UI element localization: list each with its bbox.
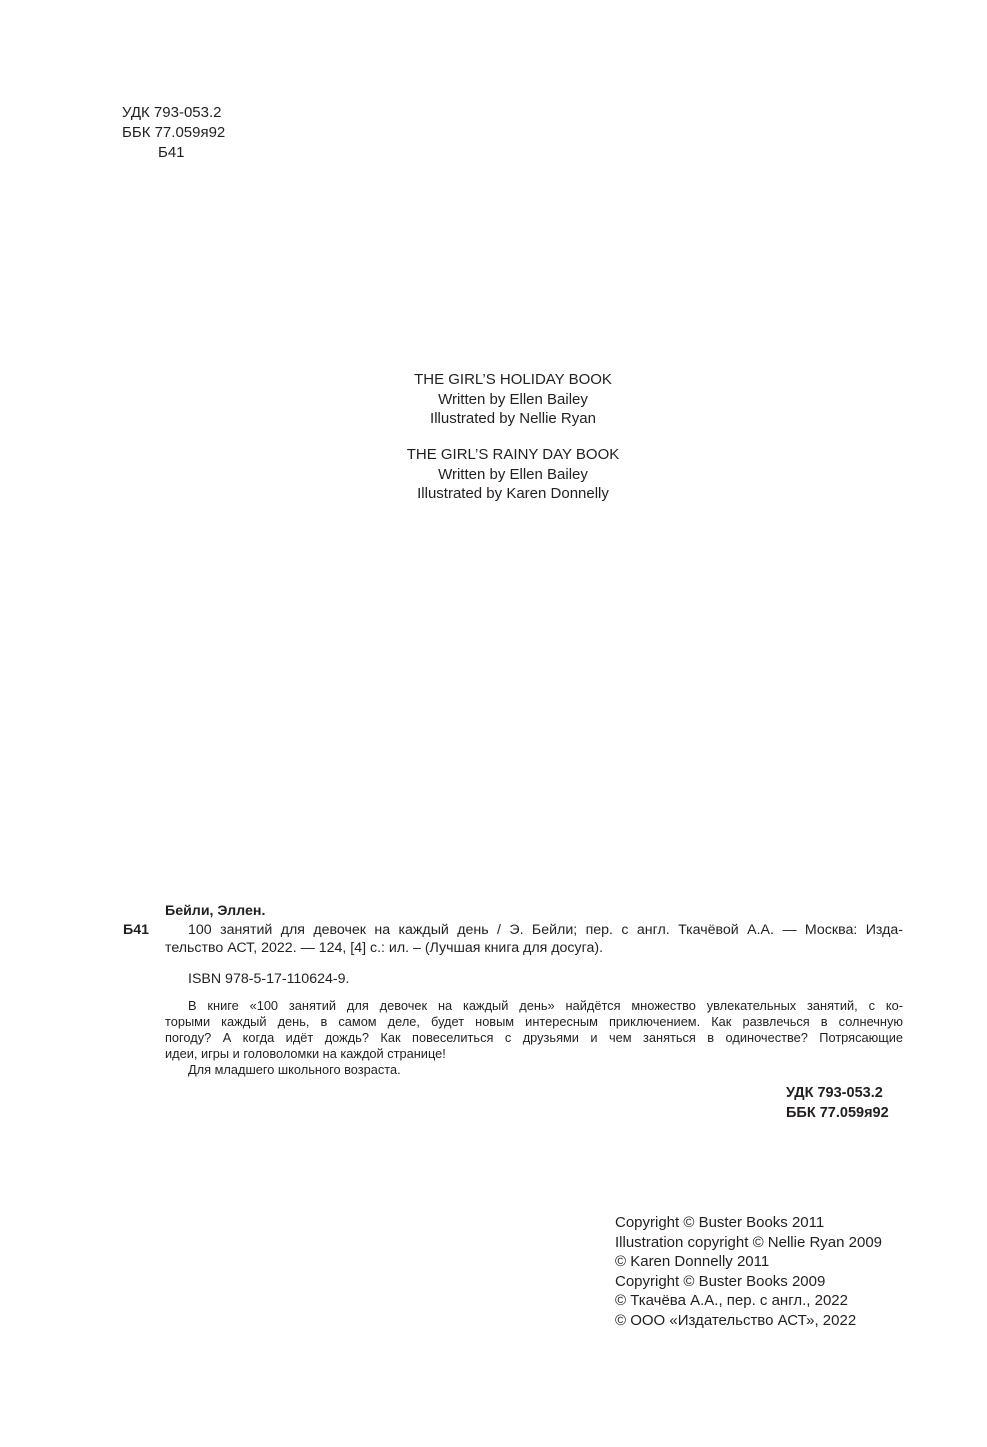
copyright-line: Copyright © Buster Books 2009 bbox=[615, 1272, 826, 1290]
original-illustrator: Illustrated by Nellie Ryan bbox=[430, 410, 596, 427]
footer-classification bbox=[786, 1084, 889, 1123]
annotation-line: В книге «100 занятий для девочек на каждый день» найдётся множество увлекательных занятий, с ко- bbox=[188, 998, 903, 1013]
original-title-block-1 bbox=[0, 370, 987, 429]
record-audience: Для младшего школьного возраста. bbox=[188, 1062, 401, 1077]
record-author: Бейли, Эллен. bbox=[165, 903, 266, 919]
original-title-block-2 bbox=[0, 445, 987, 504]
udk-code: УДК 793-053.2 bbox=[122, 104, 222, 121]
annotation-line: идеи, игры и головоломки на каждой странице! bbox=[165, 1046, 446, 1061]
copyright-line: Illustration copyright © Nellie Ryan 2009 bbox=[615, 1233, 883, 1251]
copyright-block bbox=[615, 1213, 882, 1330]
record-description-row bbox=[123, 921, 903, 958]
record-description-line: тельство АСТ, 2022. — 124, [4] с.: ил. – (Лучшая книга для досуга). bbox=[165, 940, 604, 956]
record-annotation bbox=[165, 998, 903, 1078]
original-author: Written by Ellen Bailey bbox=[438, 390, 588, 408]
original-title: THE GIRL’S HOLIDAY BOOK bbox=[414, 371, 612, 388]
copyright-line: © Ткачёва А.А., пер. с англ., 2022 bbox=[615, 1292, 848, 1309]
record-description bbox=[123, 921, 903, 958]
annotation-line: погоду? А когда идёт дождь? Как повеселиться с друзьями и чем заняться в одиночестве? Потрясающие bbox=[165, 1030, 903, 1045]
bbk-code: ББК 77.059я92 bbox=[786, 1104, 889, 1121]
copyright-line: Copyright © Buster Books 2011 bbox=[615, 1214, 825, 1231]
record-cutter-code: Б41 bbox=[123, 921, 149, 938]
author-mark: Б41 bbox=[158, 144, 185, 161]
bibliographic-record bbox=[123, 902, 903, 988]
original-illustrator: Illustrated by Karen Donnelly bbox=[417, 485, 609, 502]
record-description-line: 100 занятий для девочек на каждый день / Э. Бейли; пер. с англ. Ткачёвой А.А. — Москва: Изда- bbox=[188, 921, 903, 938]
record-isbn: ISBN 978-5-17-110624-9. bbox=[188, 970, 350, 987]
udk-code: УДК 793-053.2 bbox=[786, 1085, 883, 1101]
bbk-code: ББК 77.059я92 bbox=[122, 124, 226, 141]
annotation-line: торыми каждый день, в самом деле, будет новым интересным приключением. Как развлечься в солнечную bbox=[165, 1014, 903, 1029]
original-title: THE GIRL’S RAINY DAY BOOK bbox=[406, 446, 620, 463]
copyright-line: © Karen Donnelly 2011 bbox=[615, 1253, 770, 1270]
copyright-line: © ООО «Издательство АСТ», 2022 bbox=[615, 1311, 857, 1329]
original-author: Written by Ellen Bailey bbox=[438, 465, 588, 483]
header-classification bbox=[122, 103, 225, 163]
